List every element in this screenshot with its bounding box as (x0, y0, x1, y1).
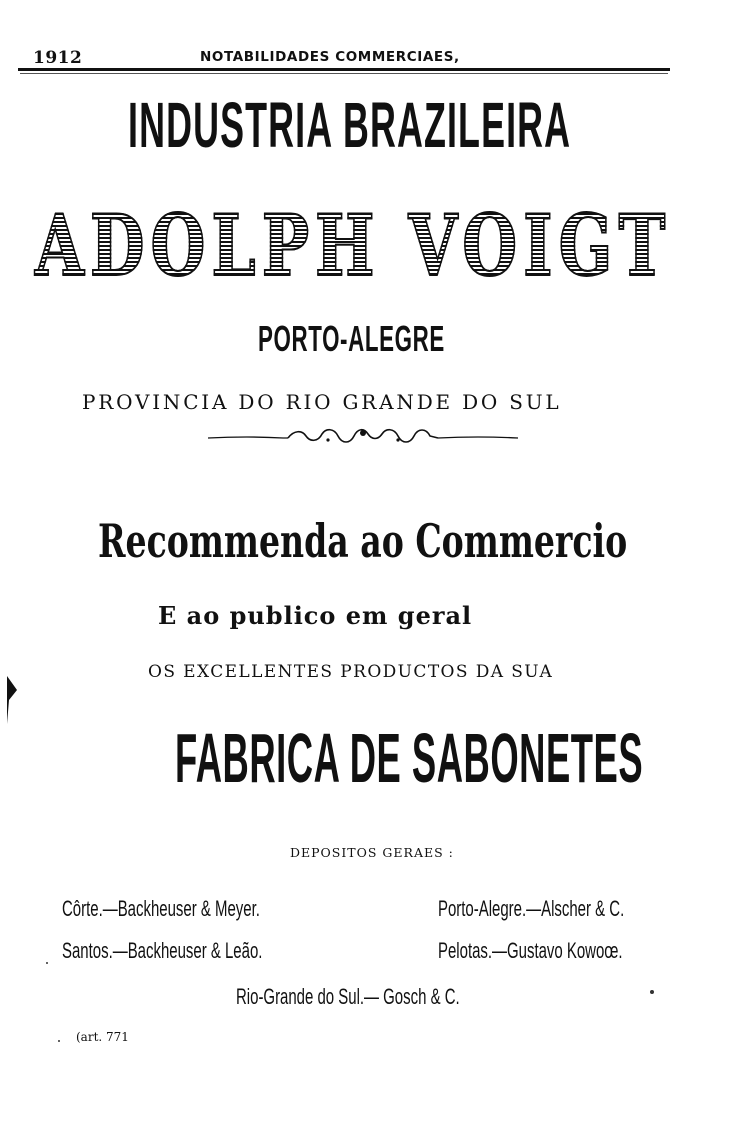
ink-speck (58, 1040, 60, 1042)
products-line: OS EXCELLENTES PRODUCTOS DA SUA (148, 662, 554, 682)
deposit-corte: Côrte.—Backheuser & Meyer. (62, 896, 260, 921)
factory-title: FABRICA DE SABONETES (175, 719, 644, 797)
deposit-santos: Santos.—Backheuser & Leão. (62, 938, 263, 963)
company-name: ADOLPH VOIGT (35, 196, 672, 295)
ink-speck (650, 990, 654, 994)
public-line: E ao publico em geral (158, 601, 473, 630)
recommendation-line: Recommenda ao Commercio (98, 514, 628, 568)
header-rule-thin (20, 73, 668, 74)
deposits-heading: DEPOSITOS GERAES : (290, 845, 454, 860)
province-name: PROVINCIA DO RIO GRANDE DO SUL (82, 390, 562, 414)
deposit-porto-alegre: Porto-Alegre.—Alscher & C. (438, 896, 625, 921)
running-head: NOTABILIDADES COMMERCIAES, (200, 49, 460, 65)
margin-ink-mark (5, 676, 21, 724)
ink-speck (46, 962, 48, 964)
footnote: (art. 771 (76, 1030, 129, 1044)
deposit-pelotas: Pelotas.—Gustavo Kowoœ. (438, 938, 623, 963)
ornament-divider (208, 424, 518, 448)
header-rule (18, 68, 670, 71)
city-name: PORTO-ALEGRE (258, 318, 445, 359)
deposit-rio-grande: Rio-Grande do Sul.— Gosch & C. (236, 984, 460, 1009)
page-number: 1912 (33, 48, 83, 68)
advert-title: INDUSTRIA BRAZILEIRA (128, 89, 572, 161)
